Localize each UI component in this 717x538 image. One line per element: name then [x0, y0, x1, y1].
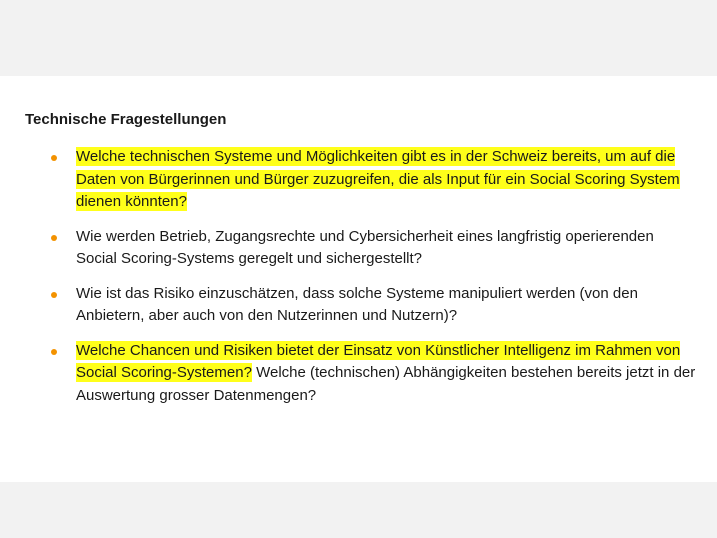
- item-text: Welche (technischen) Abhängigkeiten bestehen bereits jetzt in der Auswertung grosser Datenmengen?: [76, 364, 696, 404]
- item-text: Wie werden Betrieb, Zugangsrechte und Cybersicherheit eines langfristig operierenden Social Scoring-Systems geregelt und sichergestellt?: [76, 227, 654, 267]
- list-item: [0, 226, 717, 271]
- list-item: [0, 146, 717, 214]
- bullet-icon: [51, 349, 57, 355]
- list-item: [0, 283, 717, 328]
- list-item: [0, 340, 717, 408]
- top-band: [0, 0, 717, 76]
- bullet-icon: [51, 235, 57, 241]
- question-list: [0, 146, 717, 419]
- item-text: Wie ist das Risiko einzuschätzen, dass solche Systeme manipuliert werden (von den Anbietern, aber auch von den Nutzerinnen und Nutzern)?: [76, 284, 638, 324]
- highlighted-text: Welche Chancen und Risiken bietet der Einsatz von Künstlicher Intelligenz im Rahmen von Social Scoring-Systemen?: [76, 341, 681, 381]
- bullet-icon: [51, 292, 57, 298]
- bullet-icon: [51, 155, 57, 161]
- content-area: [0, 76, 717, 482]
- section-heading: Technische Fragestellungen: [25, 111, 227, 128]
- bottom-band: [0, 482, 717, 538]
- highlighted-text: Welche technischen Systeme und Möglichkeiten gibt es in der Schweiz bereits, um auf die Daten von Bürgerinnen und Bürger zuzugreifen, die als Input für ein Social Scoring System dienen könnten?: [76, 148, 680, 210]
